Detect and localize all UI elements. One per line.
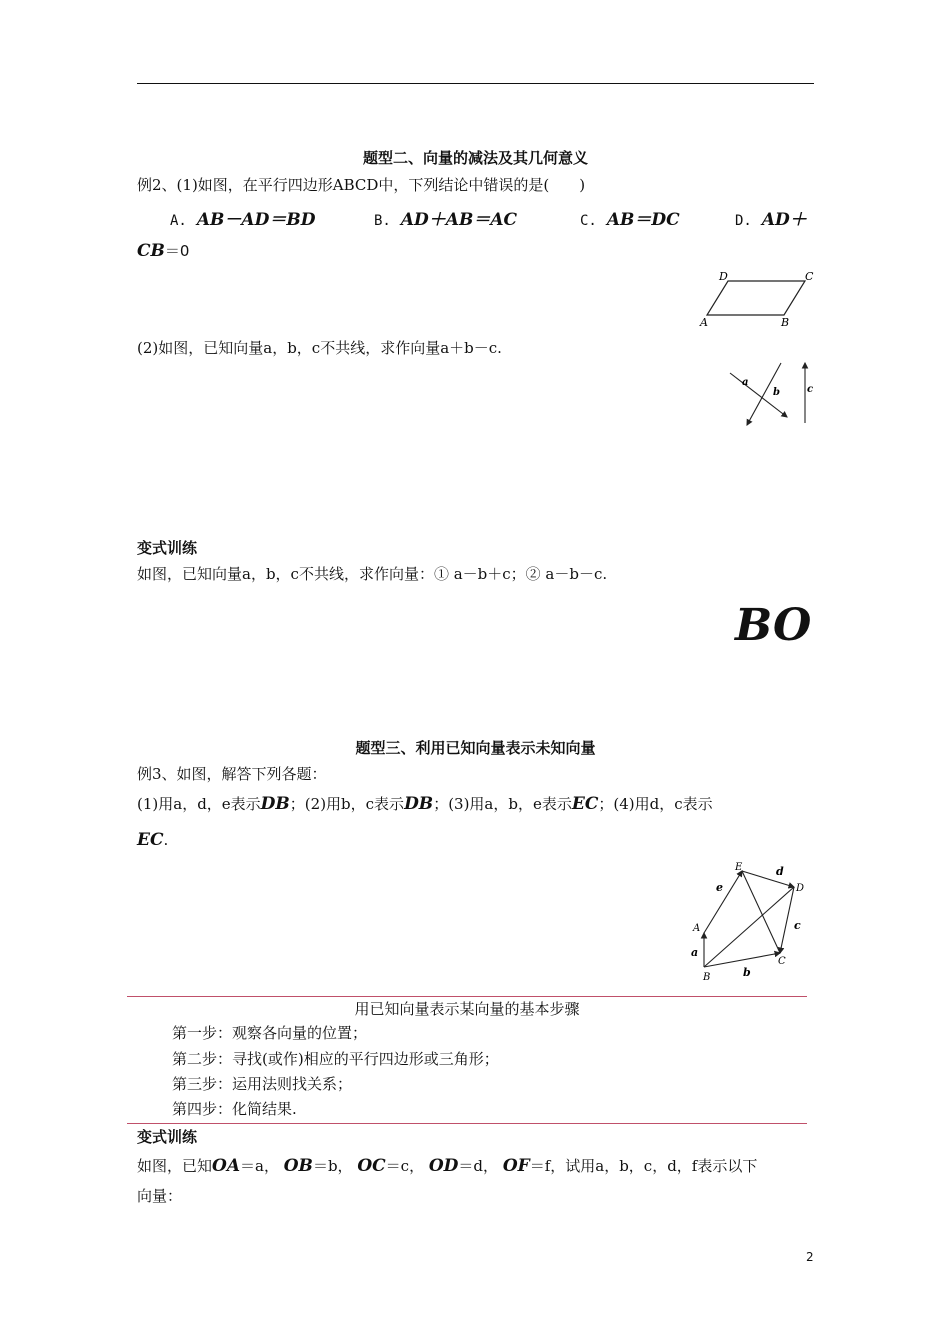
pentagon-vector-figure <box>685 855 820 985</box>
step-1: 第一步：观察各向量的位置； <box>172 1024 368 1042</box>
point-label-c2: C <box>778 956 786 967</box>
vector-label-c: c <box>807 384 814 395</box>
practice1-text: 如图，已知向量a，b，c不共线，求作向量：① a－b＋c；② a－b－c. <box>137 565 608 583</box>
option-b-expr: AD＋AB＝AC <box>400 210 518 230</box>
option-a <box>170 205 315 230</box>
steps-box-top-rule <box>127 996 807 997</box>
parallelogram-shape <box>707 281 805 315</box>
step-3: 第三步：运用法则找关系； <box>172 1075 353 1093</box>
point-label-b2: B <box>703 972 711 983</box>
option-d-label: D. <box>735 213 752 229</box>
vec-label-c: c <box>794 919 801 932</box>
q2-text: ；(2)用b，c表示 <box>289 795 405 813</box>
example3-questions-cont <box>137 830 168 850</box>
vec-label-e: e <box>716 881 723 894</box>
example3-questions <box>137 793 713 814</box>
t4: ＝d， <box>458 1157 499 1175</box>
option-b <box>374 205 517 230</box>
option-c <box>580 205 680 230</box>
point-label-a2: A <box>693 923 701 934</box>
practice2-prefix: 如图，已知 <box>137 1157 213 1175</box>
t3: ＝c， <box>385 1157 425 1175</box>
vec-label-a: a <box>691 946 699 959</box>
q1-text: (1)用a，d，e表示 <box>137 795 261 813</box>
vector-label-b: b <box>773 387 780 398</box>
vectors-abc-figure <box>725 355 820 430</box>
parallelogram-figure <box>695 265 820 330</box>
q4-tail: . <box>163 831 169 849</box>
practice2-heading: 变式训练 <box>137 1128 198 1146</box>
option-d-continued <box>137 240 189 261</box>
vector-b-seg <box>704 953 780 967</box>
practice2-line2: 向量： <box>137 1187 183 1205</box>
point-label-d2: D <box>796 883 805 894</box>
option-c-label: C. <box>580 213 597 229</box>
vector-d-arrow <box>742 871 794 887</box>
example3-intro: 例3、如图，解答下列各题： <box>137 765 327 783</box>
t2: ＝b， <box>312 1157 353 1175</box>
option-c-expr: AB＝DC <box>606 210 680 230</box>
q1-vector: DB <box>260 794 290 814</box>
point-label-e: E <box>735 862 743 873</box>
vec-od: OD <box>428 1156 459 1176</box>
q3-text: ；(3)用a，b，e表示 <box>433 795 572 813</box>
q3-vector: EC <box>571 794 599 814</box>
page-number: 2 <box>806 1250 814 1264</box>
diagonal-db <box>704 887 794 967</box>
vec-ob: OB <box>283 1156 313 1176</box>
big-vector-text: BO <box>735 600 812 651</box>
option-d-vector: CB <box>137 241 165 261</box>
point-label-b: B <box>781 316 790 329</box>
vec-oc: OC <box>357 1156 386 1176</box>
vector-e-arrow <box>704 871 742 933</box>
q4-text: ；(4)用d，c表示 <box>598 795 713 813</box>
steps-box-bottom-rule <box>127 1123 807 1124</box>
point-label-d: D <box>719 270 728 283</box>
section2-title: 题型二、向量的减法及其几何意义 <box>362 149 588 167</box>
header-rule <box>137 83 814 84</box>
option-d <box>735 205 807 230</box>
step-2: 第二步：寻找(或作)相应的平行四边形或三角形； <box>172 1050 499 1068</box>
section3-title: 题型三、利用已知向量表示未知向量 <box>355 739 596 757</box>
example2-intro: 例2、(1)如图，在平行四边形ABCD中，下列结论中错误的是( ) <box>137 176 586 194</box>
step-4: 第四步：化简结果. <box>172 1100 297 1118</box>
point-label-a: A <box>700 316 708 329</box>
option-a-label: A. <box>170 213 187 229</box>
vector-label-a: a <box>742 377 749 388</box>
option-b-label: B. <box>374 213 391 229</box>
vec-of: OF <box>502 1156 530 1176</box>
diagonal-ec <box>742 871 780 953</box>
steps-caption: 用已知向量表示某向量的基本步骤 <box>354 1000 580 1018</box>
option-a-expr: AB－AD＝BD <box>196 210 316 230</box>
example2-part2: (2)如图，已知向量a，b，c不共线，求作向量a＋b－c. <box>137 339 502 357</box>
t5: ＝f，试用a，b，c，d，f表示以下 <box>529 1157 758 1175</box>
practice2-text <box>137 1155 757 1176</box>
t1: ＝a， <box>240 1157 279 1175</box>
vec-label-b: b <box>743 966 751 979</box>
steps-box <box>127 996 807 1124</box>
q2-vector: DB <box>404 794 434 814</box>
option-d-expr: AD＋ <box>761 210 807 230</box>
vec-oa: OA <box>212 1156 241 1176</box>
vec-label-d: d <box>776 865 784 878</box>
option-d-tail: ＝0 <box>164 242 190 260</box>
point-label-c: C <box>805 270 814 283</box>
practice1-heading: 变式训练 <box>137 539 198 557</box>
q4-vector: EC <box>137 830 164 850</box>
